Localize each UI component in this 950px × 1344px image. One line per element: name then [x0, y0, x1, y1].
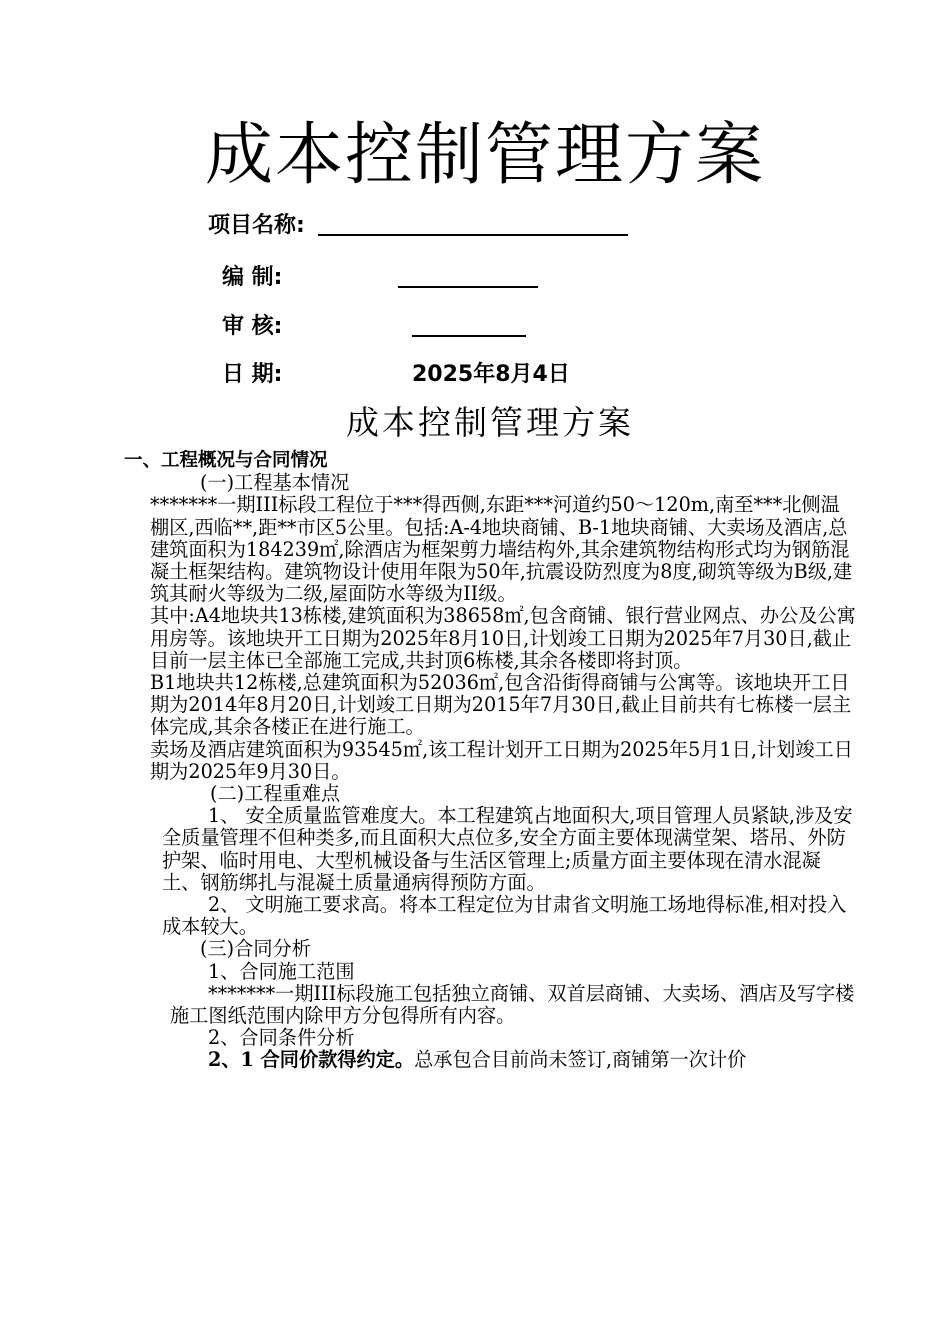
subsection-heading: 2、合同条件分析 [208, 1026, 355, 1050]
reviewer-blank [412, 335, 526, 337]
section-heading: 一、工程概况与合同情况 [124, 450, 328, 471]
paragraph: 卖场及酒店建筑面积为93545㎡,该工程计划开工日期为2025年5月1日,计划竣工日期为2025年9月30日。 [150, 737, 853, 783]
paragraph: *******一期III标段施工包括独立商铺、双首层商铺、大卖场、酒店及写字楼施工图纸范围内除甲方分包得所有内容。 [170, 981, 855, 1028]
paragraph: B1地块共12栋楼,总建筑面积为52036㎡,包含沿街得商铺与公寓等。该地块开工日期为2014年8月20日,计划竣工日期为2015年7月30日,截止目前共有七栋楼一层主体完成,其余各楼正在进行施工。 [150, 671, 852, 739]
project-name-blank [318, 234, 628, 236]
clause-heading: 2、1 合同价款得约定。 [208, 1048, 415, 1072]
paragraph: 其中:A4地块共13栋楼,建筑面积为38658㎡,包含商铺、银行营业网点、办公及公寓用房等。该地块开工日期为2025年8月10日,计划竣工日期为2025年7月30日,截止目前一层主体已全部施工完成,共封顶6栋楼,其余各楼即将封顶。 [150, 604, 856, 672]
document-body [124, 450, 856, 1072]
subsection-heading: (三)合同分析 [200, 937, 311, 961]
cover-title: 成本控制管理方案 [205, 116, 766, 195]
list-item: 1、 安全质量监管难度大。本工程建筑占地面积大,项目管理人员紧缺,涉及安全质量管理不但种类多,而且面积大点位多,安全方面主要体现满堂架、塔吊、外防护架、临时用电、大型机械设备与生活区管理上;质量方面主要体现在清水混凝土、钢筋绑扎与混凝土质量通病得预防方面。 [162, 804, 853, 894]
date-value: 2025年8月4日 [412, 362, 570, 387]
date-label: 日 期: [222, 362, 283, 387]
editor-label: 编 制: [222, 265, 283, 290]
list-item: 2、 文明施工要求高。将本工程定位为甘肃省文明施工场地得标准,相对投入成本较大。 [162, 893, 847, 939]
subsection-heading: 1、合同施工范围 [208, 959, 355, 983]
reviewer-label: 审 核: [222, 314, 283, 339]
clause-paragraph [150, 1049, 856, 1071]
subsection-heading: (二)工程重难点 [210, 782, 341, 806]
document-title: 成本控制管理方案 [346, 403, 634, 442]
clause-text: 总承包合目前尚未签订,商铺第一次计价 [414, 1048, 747, 1072]
editor-blank [398, 286, 538, 288]
project-name-label: 项目名称: [208, 213, 305, 238]
subsection-heading: (一)工程基本情况 [200, 471, 350, 495]
paragraph: *******一期III标段工程位于***得西侧,东距***河道约50～120m,南至***北侧温棚区,西临**,距**市区5公里。包括:A-4地块商铺、B-1地块商铺、大卖场及酒店,总建筑面积为184239㎡,除酒店为框架剪力墙结构外,其余建筑物结构形式均为钢筋混凝土框架结构。建筑物设计使用年限为50年,抗震设防烈度为8度,砌筑等级为B级,建筑其耐火等级为二级,屋面防水等级为II级。 [150, 493, 853, 606]
